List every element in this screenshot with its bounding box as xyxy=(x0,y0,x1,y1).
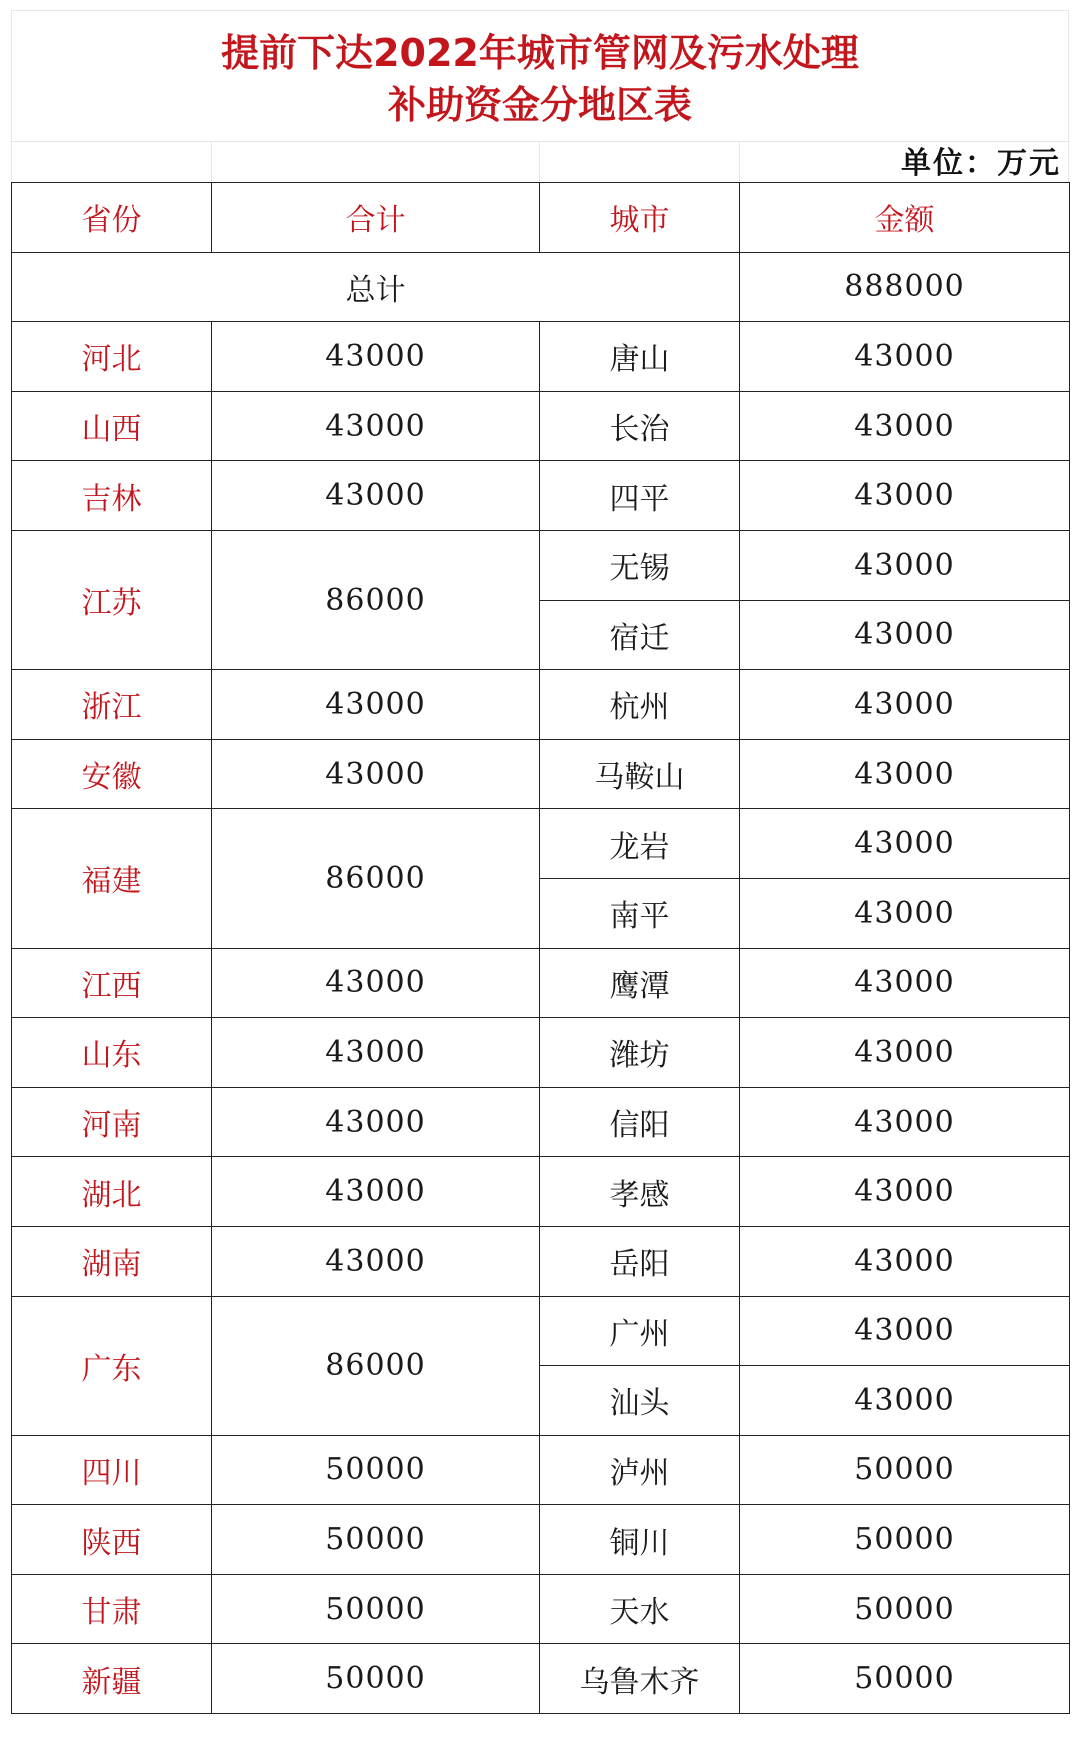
amount-cell: 43000 xyxy=(740,1087,1070,1157)
amount-cell: 43000 xyxy=(740,600,1070,670)
city-cell: 孝感 xyxy=(540,1157,740,1227)
province-cell: 新疆 xyxy=(12,1644,212,1714)
table-row xyxy=(12,1018,1070,1088)
subtotal-cell: 43000 xyxy=(212,1226,540,1296)
amount-cell: 50000 xyxy=(740,1435,1070,1505)
unit-label: 单位：万元 xyxy=(901,146,1061,181)
table-row xyxy=(12,739,1070,809)
city-cell: 潍坊 xyxy=(540,1018,740,1088)
table-row xyxy=(12,1157,1070,1227)
amount-cell: 43000 xyxy=(740,809,1070,879)
grand-total-amount: 888000 xyxy=(740,252,1070,322)
province-cell: 广东 xyxy=(12,1296,212,1435)
subtotal-cell: 86000 xyxy=(212,1296,540,1435)
subtotal-cell: 43000 xyxy=(212,391,540,461)
city-cell: 南平 xyxy=(540,878,740,948)
city-cell: 泸州 xyxy=(540,1435,740,1505)
amount-cell: 43000 xyxy=(740,322,1070,392)
subtotal-cell: 50000 xyxy=(212,1574,540,1644)
subtotal-cell: 86000 xyxy=(212,530,540,669)
amount-cell: 43000 xyxy=(740,530,1070,600)
subtotal-cell: 43000 xyxy=(212,948,540,1018)
subtotal-cell: 43000 xyxy=(212,322,540,392)
province-cell: 甘肃 xyxy=(12,1574,212,1644)
amount-cell: 43000 xyxy=(740,1018,1070,1088)
subtotal-cell: 43000 xyxy=(212,739,540,809)
province-cell: 湖北 xyxy=(12,1157,212,1227)
table-row xyxy=(12,1296,1070,1366)
table-row xyxy=(12,1574,1070,1644)
amount-cell: 43000 xyxy=(740,1366,1070,1436)
province-cell: 吉林 xyxy=(12,461,212,531)
city-cell: 四平 xyxy=(540,461,740,531)
city-cell: 无锡 xyxy=(540,530,740,600)
subtotal-cell: 50000 xyxy=(212,1505,540,1575)
grand-total-label: 总计 xyxy=(212,252,540,322)
unit-row xyxy=(11,142,1069,182)
province-cell: 四川 xyxy=(12,1435,212,1505)
city-cell: 长治 xyxy=(540,391,740,461)
title-line-1: 提前下达2022年城市管网及污水处理 xyxy=(221,31,859,75)
title-line-2: 补助资金分地区表 xyxy=(387,83,692,127)
amount-cell: 50000 xyxy=(740,1505,1070,1575)
table-row xyxy=(12,530,1070,600)
city-cell: 马鞍山 xyxy=(540,739,740,809)
subtotal-cell: 43000 xyxy=(212,461,540,531)
table-row xyxy=(12,809,1070,879)
table-row xyxy=(12,322,1070,392)
subtotal-cell: 50000 xyxy=(212,1435,540,1505)
table-row xyxy=(12,1087,1070,1157)
province-cell: 山东 xyxy=(12,1018,212,1088)
province-cell: 陕西 xyxy=(12,1505,212,1575)
table-row xyxy=(12,1644,1070,1714)
amount-cell: 43000 xyxy=(740,1157,1070,1227)
spreadsheet xyxy=(11,10,1069,1738)
province-cell: 江苏 xyxy=(12,530,212,669)
amount-cell: 43000 xyxy=(740,739,1070,809)
city-cell: 宿迁 xyxy=(540,600,740,670)
subtotal-cell: 43000 xyxy=(212,1018,540,1088)
header-amount: 金额 xyxy=(740,183,1070,253)
amount-cell: 43000 xyxy=(740,391,1070,461)
amount-cell: 50000 xyxy=(740,1644,1070,1714)
subtotal-cell: 43000 xyxy=(212,1087,540,1157)
table-row xyxy=(12,391,1070,461)
table-row xyxy=(12,1505,1070,1575)
amount-cell: 43000 xyxy=(740,670,1070,740)
city-cell: 岳阳 xyxy=(540,1226,740,1296)
table-row xyxy=(12,1435,1070,1505)
city-cell: 乌鲁木齐 xyxy=(540,1644,740,1714)
city-cell: 天水 xyxy=(540,1574,740,1644)
amount-cell: 43000 xyxy=(740,878,1070,948)
allocation-table xyxy=(11,182,1070,1714)
header-subtotal: 合计 xyxy=(212,183,540,253)
amount-cell: 50000 xyxy=(740,1574,1070,1644)
table-row xyxy=(12,461,1070,531)
province-cell: 浙江 xyxy=(12,670,212,740)
table-row xyxy=(12,1226,1070,1296)
header-row xyxy=(12,183,1070,253)
amount-cell: 43000 xyxy=(740,461,1070,531)
table-row xyxy=(12,948,1070,1018)
title-block xyxy=(11,10,1069,142)
city-cell: 广州 xyxy=(540,1296,740,1366)
province-cell: 河南 xyxy=(12,1087,212,1157)
header-province: 省份 xyxy=(12,183,212,253)
city-cell: 唐山 xyxy=(540,322,740,392)
city-cell: 龙岩 xyxy=(540,809,740,879)
province-cell: 河北 xyxy=(12,322,212,392)
province-cell: 湖南 xyxy=(12,1226,212,1296)
city-cell: 杭州 xyxy=(540,670,740,740)
province-cell: 福建 xyxy=(12,809,212,948)
province-cell: 山西 xyxy=(12,391,212,461)
subtotal-cell: 43000 xyxy=(212,1157,540,1227)
table-row xyxy=(12,670,1070,740)
city-cell: 汕头 xyxy=(540,1366,740,1436)
subtotal-cell: 86000 xyxy=(212,809,540,948)
province-cell: 江西 xyxy=(12,948,212,1018)
grand-total-row xyxy=(12,252,1070,322)
amount-cell: 43000 xyxy=(740,1296,1070,1366)
amount-cell: 43000 xyxy=(740,1226,1070,1296)
amount-cell: 43000 xyxy=(740,948,1070,1018)
province-cell: 安徽 xyxy=(12,739,212,809)
city-cell: 鹰潭 xyxy=(540,948,740,1018)
subtotal-cell: 43000 xyxy=(212,670,540,740)
header-city: 城市 xyxy=(540,183,740,253)
city-cell: 信阳 xyxy=(540,1087,740,1157)
city-cell: 铜川 xyxy=(540,1505,740,1575)
subtotal-cell: 50000 xyxy=(212,1644,540,1714)
